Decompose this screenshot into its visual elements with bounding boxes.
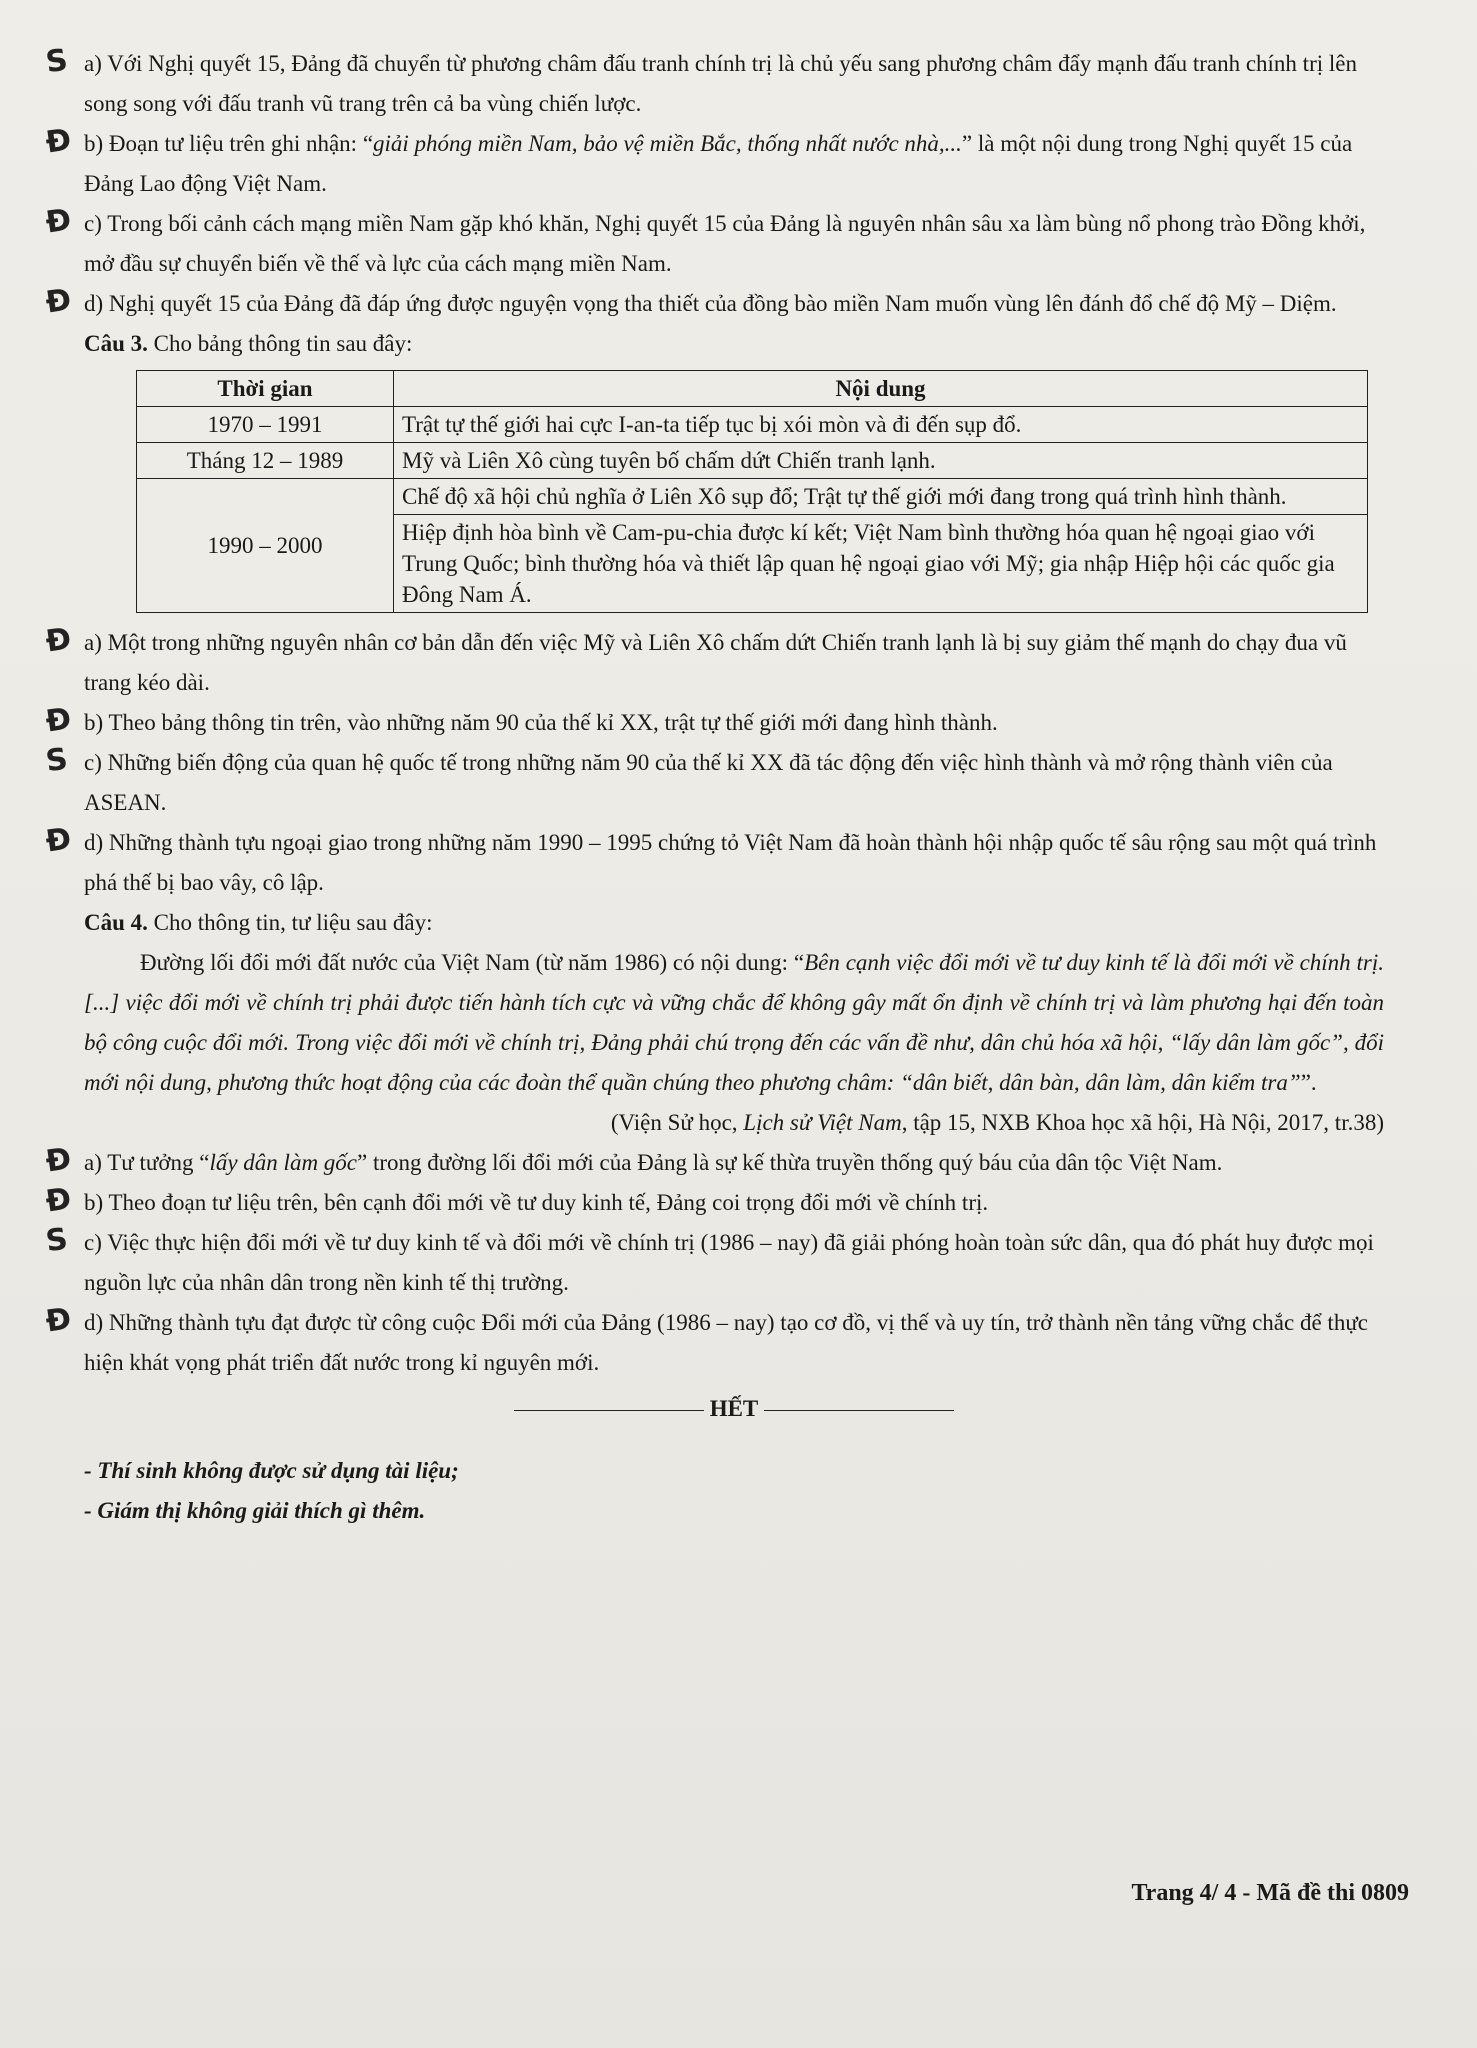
q4-heading: Câu 4. Cho thông tin, tư liệu sau đây: [84,910,433,935]
handwritten-mark: Đ [43,122,74,161]
q3-info-table [136,370,1368,613]
q2-statement-d: Đ d) Nghị quyết 15 của Đảng đã đáp ứng được nguyện vọng tha thiết của đồng bào miền Nam muốn vùng lên đánh đổ chế độ Mỹ – Diệm. [84,284,1384,324]
q3-statement-c: S c) Những biến động của quan hệ quốc tế trong những năm 90 của thế kỉ XX đã tác động đến việc hình thành và mở rộng thành viên của ASEAN. [43,741,1333,815]
q4-quote: Đường lối đổi mới đất nước của Việt Nam (từ năm 1986) có nội dung: “Bên cạnh việc đổi mới về tư duy kinh tế là đổi mới về chính trị. [...] việc đổi mới về chính trị phải được tiến hành tích cực và vững chắc để không gây mất ổn định về chính trị và làm phương hại đến toàn bộ công cuộc đổi mới. Trong việc đổi mới về chính trị, Đảng phải chú trọng đến các vấn đề như, dân chủ hóa xã hội, “lấy dân làm gốc”, đổi mới nội dung, phương thức hoạt động của các đoàn thể quần chúng theo phương châm: “dân biết, dân bàn, dân làm, dân kiểm tra””. [84,950,1384,1095]
handwritten-mark: S [43,741,70,780]
header-content: Nội dung [394,371,1368,407]
q3-heading: Câu 3. Cho bảng thông tin sau đây: [84,331,413,356]
table-row: 1970 – 1991 Trật tự thế giới hai cực I-an-ta tiếp tục bị xói mòn và đi đến sụp đổ. [137,407,1368,443]
q2-statement-b: Đ b) Đoạn tư liệu trên ghi nhận: “giải phóng miền Nam, bảo vệ miền Bắc, thống nhất nước nhà,...” là một nội dung trong Nghị quyết 15 của Đảng Lao động Việt Nam. [43,122,1353,196]
table-header-row [137,371,1368,407]
q4-statement-b: Đ b) Theo đoạn tư liệu trên, bên cạnh đổi mới về tư duy kinh tế, Đảng coi trọng đổi mới về chính trị. [84,1183,1384,1223]
q4-source: (Viện Sử học, Lịch sử Việt Nam, tập 15, NXB Khoa học xã hội, Hà Nội, 2017, tr.38) [610,1110,1384,1135]
q3-statement-a: Đ a) Một trong những nguyên nhân cơ bản dẫn đến việc Mỹ và Liên Xô chấm dứt Chiến tranh lạnh là bị suy giảm thế mạnh do chạy đua vũ trang kéo dài. [43,621,1347,695]
handwritten-mark: Đ [43,621,74,660]
table-row: Tháng 12 – 1989 Mỹ và Liên Xô cùng tuyên bố chấm dứt Chiến tranh lạnh. [137,443,1368,479]
q4-statement-a: Đ a) Tư tưởng “lấy dân làm gốc” trong đường lối đổi mới của Đảng là sự kế thừa truyền thống quý báu của dân tộc Việt Nam. [84,1143,1384,1183]
q4-statement-d: Đ d) Những thành tựu đạt được từ công cuộc Đổi mới của Đảng (1986 – nay) tạo cơ đồ, vị thế và uy tín, trở thành nền tảng vững chắc để thực hiện khát vọng phát triển đất nước trong kỉ nguyên mới. [43,1301,1368,1375]
handwritten-mark: Đ [43,1181,74,1220]
q2-statement-a: S a) Với Nghị quyết 15, Đảng đã chuyển từ phương châm đấu tranh chính trị là chủ yếu sang phương châm đẩy mạnh đấu tranh chính trị lên song song với đấu tranh vũ trang trên cả ba vùng chiến lược. [43,42,1357,116]
handwritten-mark: Đ [43,1141,74,1180]
end-marker: HẾT [84,1389,1384,1429]
page-content [43,42,1384,1531]
table-row: Hiệp định hòa bình về Cam-pu-chia được kí kết; Việt Nam bình thường hóa quan hệ ngoại giao với Trung Quốc; bình thường hóa và thiết lập quan hệ ngoại giao với Mỹ; gia nhập Hiệp hội các quốc gia Đông Nam Á. [137,515,1368,613]
handwritten-mark: Đ [43,202,74,241]
handwritten-mark: Đ [43,701,74,740]
q3-statement-b: Đ b) Theo bảng thông tin trên, vào những năm 90 của thế kỉ XX, trật tự thế giới mới đang hình thành. [84,703,1384,743]
divider [764,1410,954,1411]
page-footer: Trang 4/ 4 - Mã đề thi 0809 [1131,1880,1409,1906]
q3-statement-d: Đ d) Những thành tựu ngoại giao trong những năm 1990 – 1995 chứng tỏ Việt Nam đã hoàn thành hội nhập quốc tế sâu rộng sau một quá trình phá thế bị bao vây, cô lập. [43,821,1377,895]
q2-statement-c: Đ c) Trong bối cảnh cách mạng miền Nam gặp khó khăn, Nghị quyết 15 của Đảng là nguyên nhân sâu xa làm bùng nổ phong trào Đồng khởi, mở đầu sự chuyển biến về thế và lực của cách mạng miền Nam. [43,202,1366,276]
header-time: Thời gian [137,371,394,407]
note-line: - Thí sinh không được sử dụng tài liệu; [84,1458,459,1483]
divider [514,1410,704,1411]
handwritten-mark: Đ [43,1301,74,1340]
exam-notes [84,1451,1384,1531]
table-row: 1990 – 2000 Chế độ xã hội chủ nghĩa ở Liên Xô sụp đổ; Trật tự thế giới mới đang trong quá trình hình thành. [137,479,1368,515]
handwritten-mark: S [43,1221,70,1260]
handwritten-mark: S [43,42,70,81]
note-line: - Giám thị không giải thích gì thêm. [84,1498,426,1523]
handwritten-mark: Đ [43,282,74,321]
handwritten-mark: Đ [43,821,74,860]
q4-statement-c: S c) Việc thực hiện đổi mới về tư duy kinh tế và đổi mới về chính trị (1986 – nay) đã giải phóng hoàn toàn sức dân, qua đó phát huy được mọi nguồn lực của nhân dân trong nền kinh tế thị trường. [43,1221,1374,1295]
